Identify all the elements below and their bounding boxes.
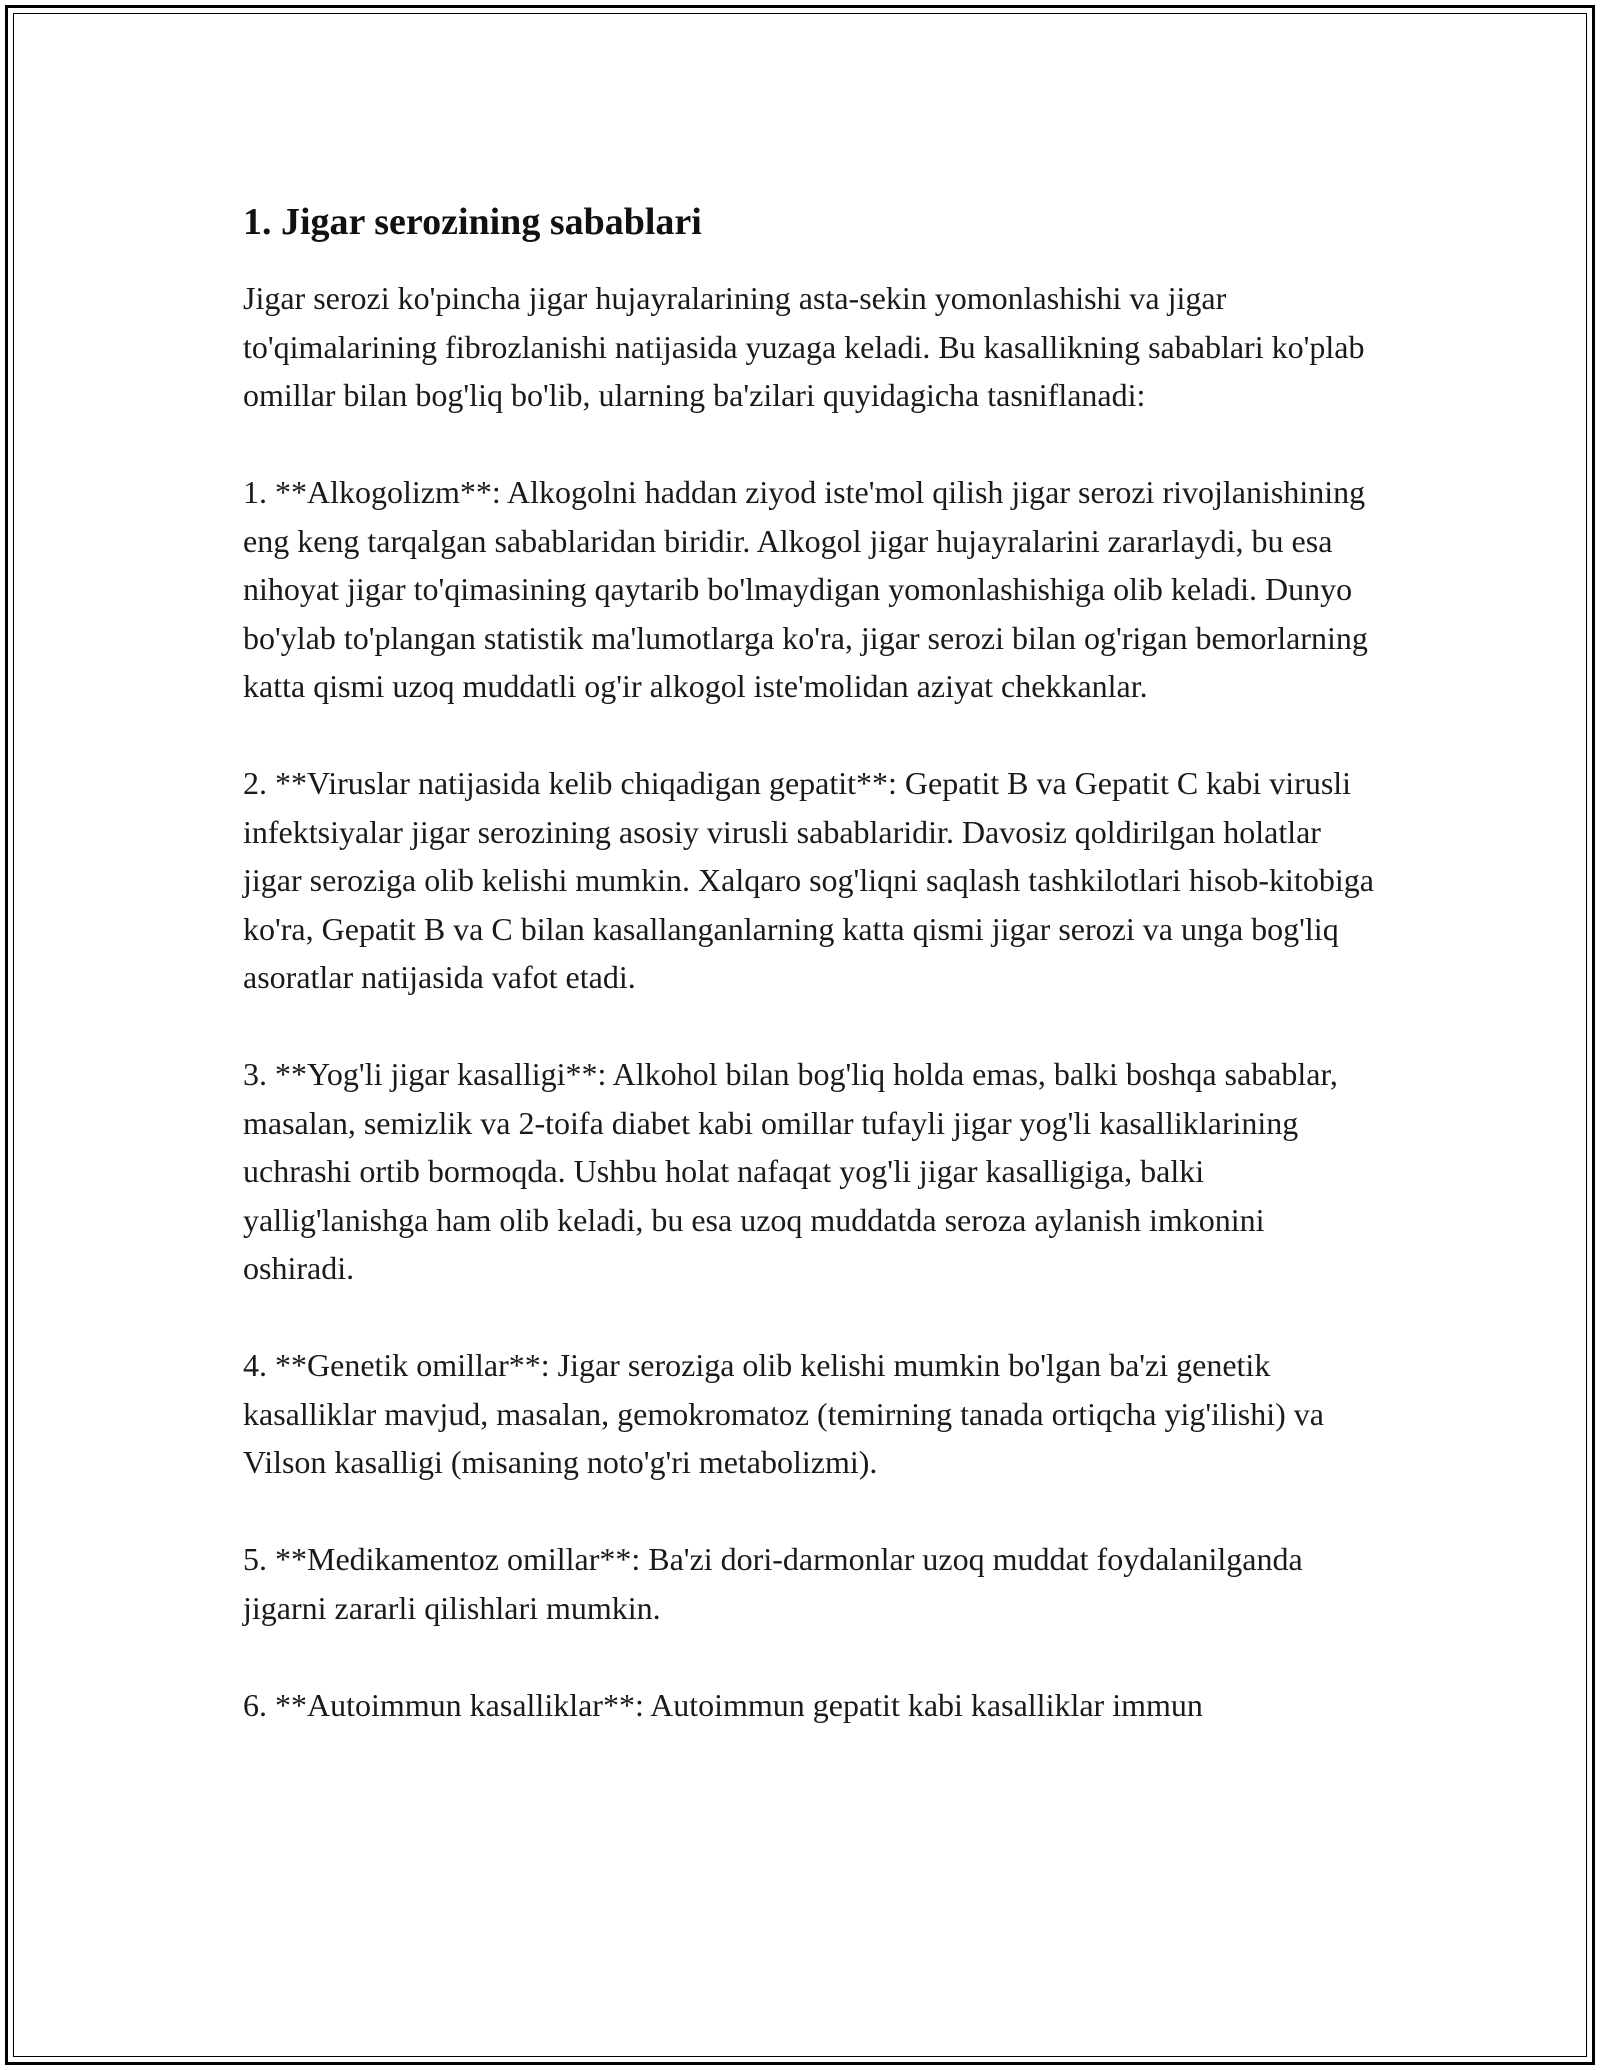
list-item-medikamentoz-omillar: 5. **Medikamentoz omillar**: Ba'zi dori-darmonlar uzoq muddat foydalanilganda jigarni zararli qilishlari mumkin. [243, 1541, 1303, 1626]
document-body [243, 198, 1383, 1778]
list-item-alkogolizm: 1. **Alkogolizm**: Alkogolni haddan ziyod iste'mol qilish jigar serozi rivojlanishining eng keng tarqalgan sabablaridan biridir. Alkogol jigar hujayralarini zararlaydi, bu esa nihoyat jigar to'qimasining qaytarib bo'lmaydigan yomonlashishiga olib keladi. Dunyo bo'ylab to'plangan statistik ma'lumotlarga ko'ra, jigar serozi bilan og'rigan bemorlarning katta qismi uzoq muddatli og'ir alkogol iste'molidan aziyat chekkanlar. [243, 474, 1368, 704]
list-item-viruslar-gepatit: 2. **Viruslar natijasida kelib chiqadigan gepatit**: Gepatit B va Gepatit C kabi virusli infektsiyalar jigar serozining asosiy virusli sabablaridir. Davosiz qoldirilgan holatlar jigar seroziga olib kelishi mumkin. Xalqaro sog'liqni saqlash tashkilotlari hisob-kitobiga ko'ra, Gepatit B va C bilan kasallanganlarning katta qismi jigar serozi va unga bog'liq asoratlar natijasida vafot etadi. [243, 765, 1374, 995]
list-item-yogli-jigar: 3. **Yog'li jigar kasalligi**: Alkohol bilan bog'liq holda emas, balki boshqa sabablar, masalan, semizlik va 2-toifa diabet kabi omillar tufayli jigar yog'li kasalliklarining uchrashi ortib bormoqda. Ushbu holat nafaqat yog'li jigar kasalligiga, balki yallig'lanishga ham olib keladi, bu esa uzoq muddatda seroza aylanish imkonini oshiradi. [243, 1056, 1338, 1286]
list-item-genetik-omillar: 4. **Genetik omillar**: Jigar seroziga olib kelishi mumkin bo'lgan ba'zi genetik kasalliklar mavjud, masalan, gemokromatoz (temirning tanada ortiqcha yig'ilishi) va Vilson kasalligi (misaning noto'g'ri metabolizmi). [243, 1347, 1324, 1480]
page-frame [5, 5, 1595, 2065]
list-item-autoimmun: 6. **Autoimmun kasalliklar**: Autoimmun gepatit kabi kasalliklar immun [243, 1686, 1203, 1723]
intro-paragraph: Jigar serozi ko'pincha jigar hujayralarining asta-sekin yomonlashishi va jigar to'qimalarining fibrozlanishi natijasida yuzaga keladi. Bu kasallikning sabablari ko'plab omillar bilan bog'liq bo'lib, ularning ba'zilari quyidagicha tasniflanadi: [243, 280, 1365, 413]
section-title: 1. Jigar serozining sabablari [243, 201, 702, 243]
